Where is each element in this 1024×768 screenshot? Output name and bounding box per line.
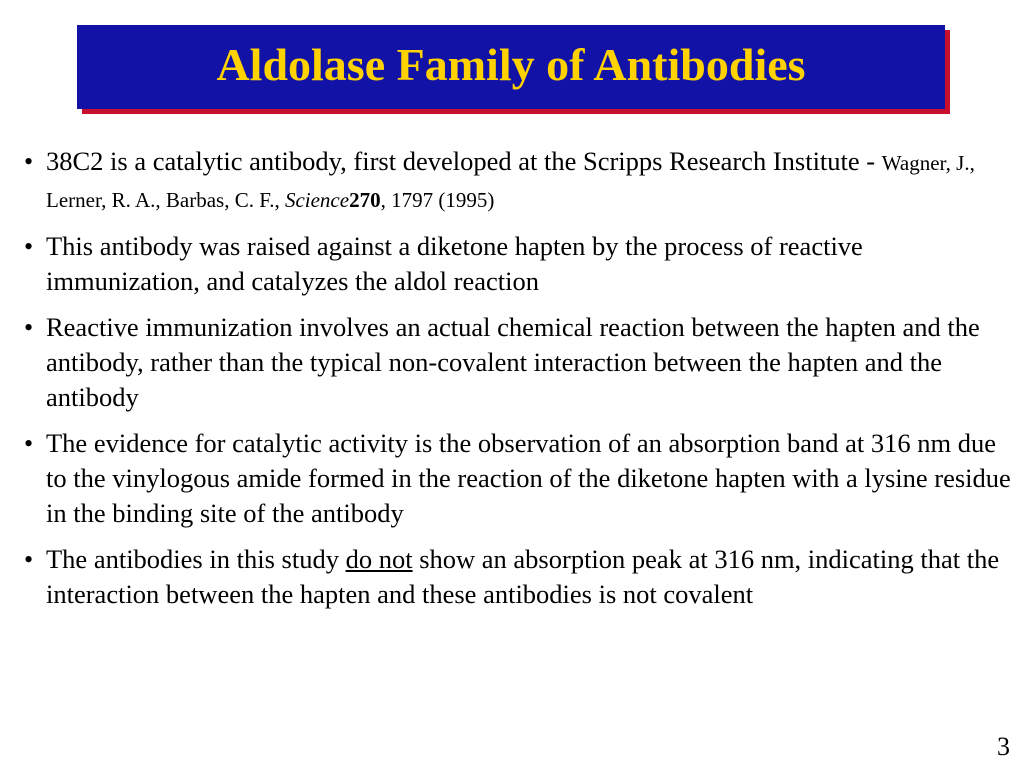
bullet-text: 38C2 is a catalytic antibody, first developed at the Scripps Research Institute - [46, 146, 882, 176]
underlined-emphasis: do not [345, 544, 413, 574]
bullet-item-2 [24, 229, 1014, 299]
bullet-dot-icon: • [24, 232, 34, 261]
bullet-text: This antibody was raised against a diketone hapten by the process of reactive immunization, and catalyzes the aldol reaction [46, 231, 863, 296]
bullet-text-before: The antibodies in this study [46, 544, 346, 574]
bullet-list [24, 144, 1014, 623]
bullet-item-1 [24, 144, 1014, 218]
citation-volume: 270 [349, 188, 381, 212]
bullet-text: The evidence for catalytic activity is the observation of an absorption band at 316 nm due to the vinylogous amide formed in the reaction of the diketone hapten with a lysine residue in the binding site of the antibody [46, 428, 1011, 528]
citation-journal: Science [284, 188, 350, 212]
bullet-item-4 [24, 426, 1014, 531]
citation-pages-year: , 1797 (1995) [380, 188, 495, 212]
title-banner [77, 25, 945, 109]
bullet-text-after: show an absorption peak at 316 nm, indicating that the interaction between the hapten and these antibodies is not covalent [46, 544, 1000, 609]
bullet-item-5 [24, 542, 1014, 612]
bullet-dot-icon: • [24, 545, 34, 574]
bullet-dot-icon: • [24, 429, 34, 458]
bullet-dot-icon: • [24, 147, 34, 176]
bullet-item-3 [24, 310, 1014, 415]
bullet-dot-icon: • [24, 313, 34, 342]
page-number: 3 [997, 732, 1010, 761]
bullet-text: Reactive immunization involves an actual chemical reaction between the hapten and the antibody, rather than the typical non-covalent interaction between the hapten and the antibody [46, 312, 980, 412]
slide-title: Aldolase Family of Antibodies [216, 39, 806, 90]
citation-authors: Wagner, J., Lerner, R. A., Barbas, C. F., [46, 151, 975, 212]
